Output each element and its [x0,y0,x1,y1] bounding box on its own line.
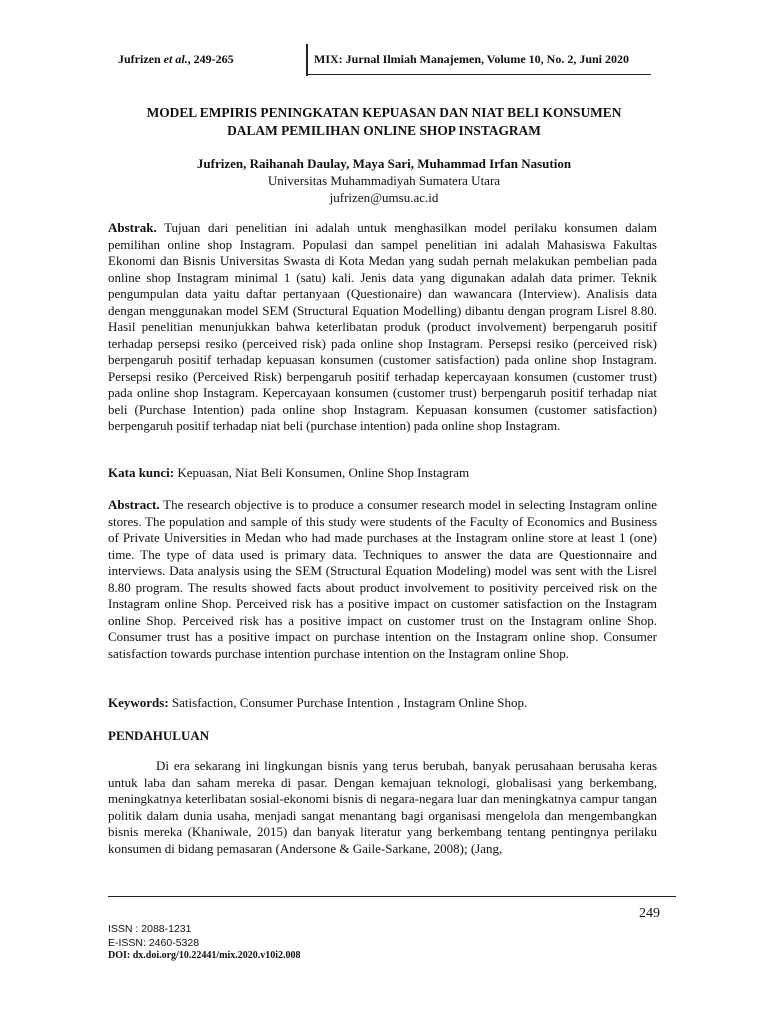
title-line-2: DALAM PEMILIHAN ONLINE SHOP INSTAGRAM [227,123,541,138]
kata-kunci-text: Kepuasan, Niat Beli Konsumen, Online Shop Instagram [174,465,470,480]
et-al: et al. [163,52,188,66]
keywords [108,695,657,712]
e-issn: E-ISSN: 2460-5328 [108,937,200,949]
running-header-authors: Jufrizen et al., 249-265 [118,52,234,66]
author-email[interactable]: jufrizen@umsu.ac.id [329,190,439,205]
running-header-journal: MIX: Jurnal Ilmiah Manajemen, Volume 10, No. 2, Juni 2020 [314,52,630,66]
body-paragraph: Di era sekarang ini lingkungan bisnis yang terus berubah, banyak perusahaan berusaha keras untuk laba dan saham mereka di pasar. Dengan kemajuan teknologi, globalisasi yang berkembang, meningkatnya keterlibatan sosial-ekonomi bisnis di negara-negara luar dan meningkatnya campur tangan politik dalam dunia usaha, menjadi sangat menantang bagi organisasi mengelola dan mengembangkan bisnis mereka (Khaniwale, 2015) dan banyak literatur yang berkembang tentang pentingnya perilaku konsumen di bidang pemasaran (Andersone & Gaile-Sarkane, 2008); (Jang, [108,758,657,856]
page-number: 249 [639,906,660,921]
abstrak-label: Abstrak. [108,220,157,235]
keywords-text: Satisfaction, Consumer Purchase Intention , Instagram Online Shop. [168,695,528,710]
abstract-paragraph [108,497,657,662]
affiliation: Universitas Muhammadiyah Sumatera Utara [267,173,501,188]
author-list: Jufrizen, Raihanah Daulay, Maya Sari, Muhammad Irfan Nasution [196,156,572,171]
doi-link[interactable]: DOI: dx.doi.org/10.22441/mix.2020.v10i2.008 [108,950,301,961]
issn: ISSN : 2088-1231 [108,923,192,935]
header-divider [306,44,308,76]
footer-rule [108,896,676,897]
abstrak-paragraph [108,220,657,435]
title-line-1: MODEL EMPIRIS PENINGKATAN KEPUASAN DAN NIAT BELI KONSUMEN [146,105,622,120]
header-rule [306,74,651,75]
section-heading: PENDAHULUAN [108,728,210,743]
abstract-text: The research objective is to produce a consumer research model in selecting Instagram online stores. The population and sample of this study were students of the Faculty of Economics and Business of Private Universities in Medan who had made purchases at the Instagram online store at least 1 (one) time. The type of data used is primary data. Techniques to answer the data are Questionnaire and interviews. Data analysis using the SEM (Structural Equation Modeling) model was sent with the Lisrel 8.80 program. The results showed facts about product involvement to positivity perceived risk on the Instagram online Shop. Perceived risk has a positive impact on customer satisfaction on the Instagram online Shop. Perceived risk has a positive impact on customer trust on the Instagram online Shop. Consumer trust has a positive impact on purchase intention on the Instagram online shop. Consumer satisfaction towards purchase intention purchase intention on the Instagram online Shop. [108,497,657,661]
article-title [108,104,660,140]
kata-kunci [108,465,657,482]
abstrak-text: Tujuan dari penelitian ini adalah untuk menghasilkan model perilaku konsumen dalam pemilihan online shop Instagram. Populasi dan sampel penelitian ini adalah Mahasiswa Fakultas Ekonomi dan Bisnis Universitas Swasta di Kota Medan yang sudah pernah melakukan pembelian pada online shop Instagram minimal 1 (satu) kali. Jenis data yang digunakan adalah data primer. Teknik pengumpulan data yaitu daftar pertanyaan (Questionaire) dan wawancara (Interview). Analisis data dengan menggunakan model SEM (Structural Equation Modelling) dibantu dengan program Lisrel 8.80. Hasil penelitian menunjukkan bahwa keterlibatan produk (product involvement) berpengaruh positif terhadap persepsi resiko (perceived risk) pada online shop Instagram. Persepsi resiko (perceived risk) berpengaruh positif terhadap kepuasan konsumen (customer satisfaction) pada online shop Instagram. Persepsi resiko (Perceived Risk) berpengaruh positif terhadap kepercayaan konsumen (customer trust) pada online shop Instagram. Kepercayaan konsumen (customer trust) berpengaruh positif terhadap niat beli (Purchase Intention) pada online shop Instagram. Kepuasan konsumen (customer satisfaction) berpengaruh positif terhadap niat beli (purchase intention) pada online shop Instagram. [108,220,657,433]
kata-kunci-label: Kata kunci: [108,465,175,480]
keywords-label: Keywords: [108,695,169,710]
abstract-label: Abstract. [108,497,160,512]
